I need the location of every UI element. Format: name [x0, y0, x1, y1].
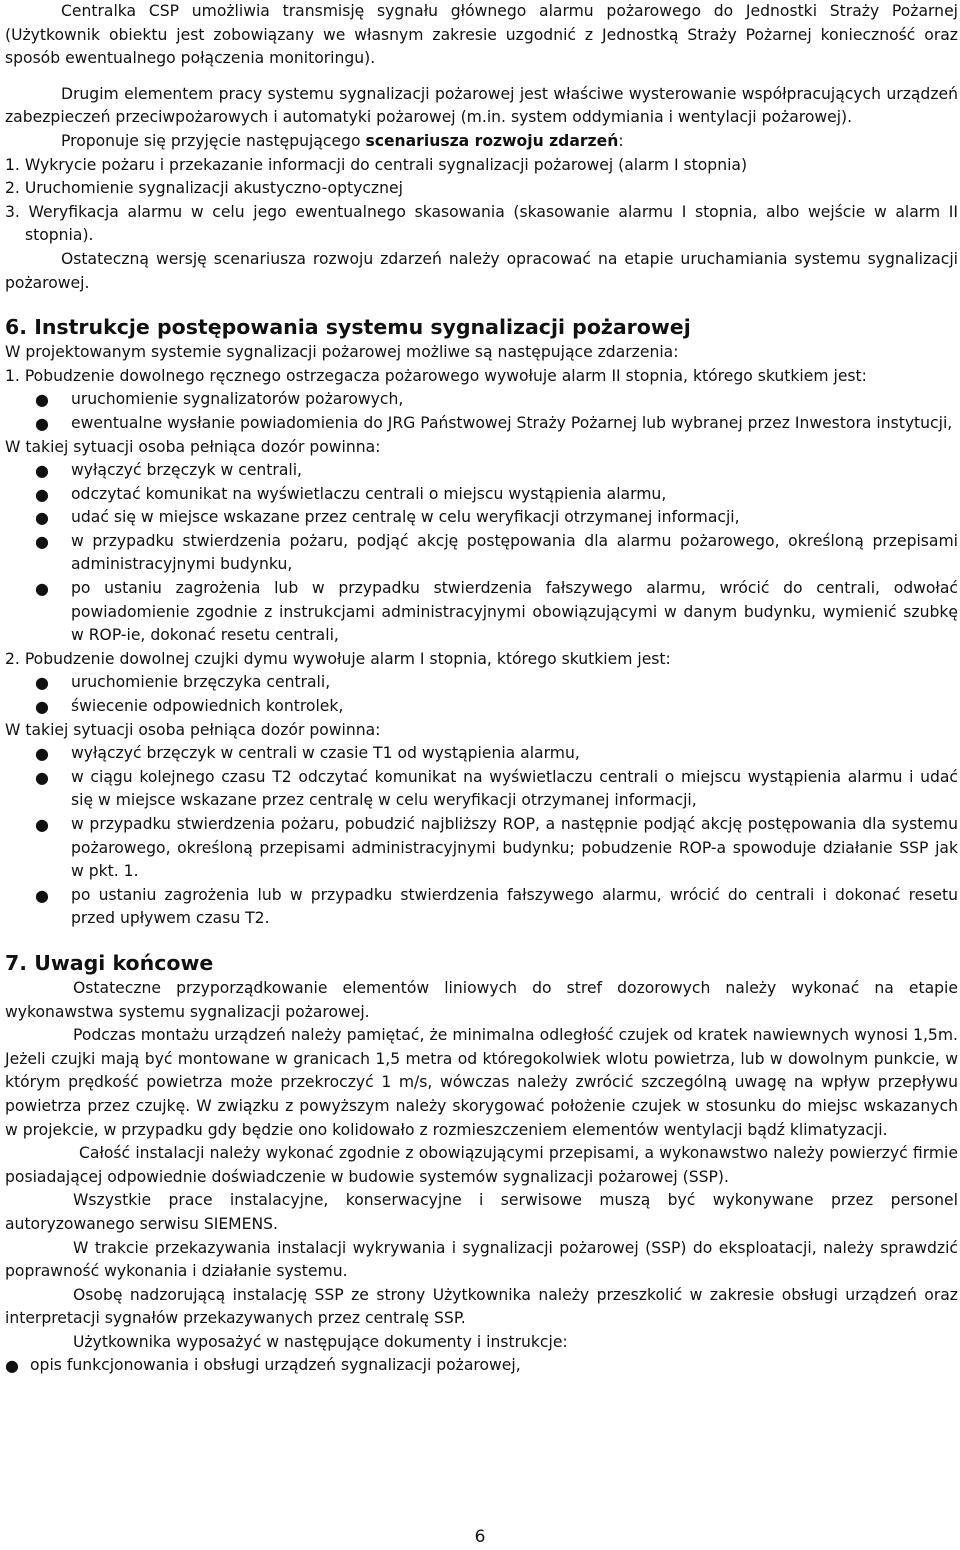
list-item-text: ewentualne wysłanie powiadomienia do JRG Państwowej Straży Pożarnej lub wybranej przez Inwestora instytucji,	[71, 413, 953, 432]
list-item	[5, 483, 958, 507]
section-7-heading: 7. Uwagi końcowe	[5, 950, 214, 975]
list-item	[5, 742, 958, 766]
list-item	[5, 577, 958, 648]
section-6-event-1: 1. Pobudzenie dowolnego ręcznego ostrzegacza pożarowego wywołuje alarm II stopnia, którego skutkiem jest:	[5, 366, 867, 385]
paragraph-regulations: Całość instalacji należy wykonać zgodnie z obowiązującymi przepisami, a wykonawstwo należy powierzyć firmie posiadającej odpowiednie doświadczenie w budowie systemów sygnalizacji pożarowej (SSP).	[5, 1144, 958, 1186]
list-item-text: wyłączyć brzęczyk w centrali w czasie T1 od wystąpienia alarmu,	[71, 744, 580, 763]
list-item-text: w przypadku stwierdzenia pożaru, pobudzić najbliższy ROP, a następnie podjąć akcję postępowania dla systemu pożarowego, określoną przepisami administracyjnymi budynku; pobudzenie ROP-a spowoduje działanie SSP jak w pkt. 1.	[71, 815, 958, 881]
bullet-icon: ●	[35, 390, 49, 410]
duty-list-1	[5, 459, 958, 648]
bullet-icon: ●	[35, 579, 49, 599]
paragraph-handover: W trakcie przekazywania instalacji wykrywania i sygnalizacji pożarowej (SSP) do eksploatacji, należy sprawdzić poprawność wykonania i działanie systemu.	[5, 1238, 958, 1281]
paragraph-documents: Użytkownika wyposażyć w następujące dokumenty i instrukcje:	[73, 1332, 568, 1351]
paragraph-zones: Ostateczne przyporządkowanie elementów liniowych do stref dozorowych należy wykonać na etapie wykonawstwa systemu sygnalizacji pożarowej.	[5, 978, 958, 1021]
scenario-step-1: 1. Wykrycie pożaru i przekazanie informacji do centrali sygnalizacji pożarowej (alarm I stopnia)	[5, 155, 748, 174]
bullet-icon: ●	[5, 1356, 19, 1376]
scenario-intro-suffix: :	[618, 131, 624, 150]
list-item	[5, 412, 958, 436]
list-item-text: wyłączyć brzęczyk w centrali,	[71, 461, 303, 480]
list-item-text: uruchomienie sygnalizatorów pożarowych,	[71, 390, 404, 409]
list-item	[5, 813, 958, 884]
documents-list	[5, 1354, 958, 1378]
paragraph-monitoring: Centralka CSP umożliwia transmisję sygnału głównego alarmu pożarowego do Jednostki Straży Pożarnej (Użytkownik obiektu jest zobowiązany we własnym zakresie uzgodnić z Jednostką Straży Pożarnej konieczność oraz sposób ewentualnego połączenia monitoringu).	[5, 2, 958, 68]
section-6-event-2: 2. Pobudzenie dowolnej czujki dymu wywołuje alarm I stopnia, którego skutkiem jest:	[5, 649, 671, 668]
scenario-step-3: 3. Weryfikacja alarmu w celu jego ewentualnego skasowania (skasowanie alarmu I stopnia, albo wejście w alarm II stopnia).	[5, 202, 958, 245]
list-item-text: po ustaniu zagrożenia lub w przypadku stwierdzenia fałszywego alarmu, wrócić do centrali i dokonać resetu przed upływem czasu T2.	[71, 885, 958, 928]
list-item-text: w ciągu kolejnego czasu T2 odczytać komunikat na wyświetlaczu centrali o miejscu wystąpienia alarmu i udać się w miejsce wskazane przez centralę w celu weryfikacji otrzymanej informacji,	[71, 767, 958, 810]
list-item	[5, 388, 958, 412]
bullet-icon: ●	[35, 673, 49, 693]
list-item-text: świecenie odpowiednich kontrolek,	[71, 697, 344, 716]
list-item-text: uruchomienie brzęczyka centrali,	[71, 673, 331, 692]
event-1-effects-list	[5, 388, 958, 435]
bullet-icon: ●	[35, 815, 49, 834]
paragraph-final-version: Ostateczną wersję scenariusza rozwoju zdarzeń należy opracować na etapie uruchamiania systemu sygnalizacji pożarowej.	[5, 249, 958, 292]
list-item	[5, 506, 958, 530]
paragraph-service: Wszystkie prace instalacyjne, konserwacyjne i serwisowe muszą być wykonywane przez personel autoryzowanego serwisu SIEMENS.	[5, 1191, 958, 1233]
list-item-text: opis funkcjonowania i obsługi urządzeń sygnalizacji pożarowej,	[30, 1356, 521, 1375]
event-2-effects-list	[5, 671, 958, 718]
paragraph-training: Osobę nadzorującą instalację SSP ze strony Użytkownika należy przeszkolić w zakresie obsługi urządzeń oraz interpretacji sygnałów przekazywanych przez centralę SSP.	[5, 1285, 958, 1328]
section-6-heading: 6. Instrukcje postępowania systemu sygnalizacji pożarowej	[5, 315, 691, 340]
bullet-icon: ●	[35, 413, 49, 433]
bullet-icon: ●	[35, 461, 49, 481]
list-item-text: odczytać komunikat na wyświetlaczu centrali o miejscu wystąpienia alarmu,	[71, 484, 667, 503]
bullet-icon: ●	[35, 484, 49, 504]
bullet-icon: ●	[35, 508, 49, 528]
section-6-intro: W projektowanym systemie sygnalizacji pożarowej możliwe są następujące zdarzenia:	[5, 343, 679, 362]
list-item	[5, 695, 958, 719]
list-item-text: po ustaniu zagrożenia lub w przypadku stwierdzenia fałszywego alarmu, wrócić do centrali, odwołać powiadomienie zgodnie z instrukcjami administracyjnymi obowiązującymi w danym budynku, wymienić szubkę w ROP-ie, dokonać resetu centrali,	[71, 579, 958, 645]
list-item	[5, 671, 958, 695]
list-item	[5, 1354, 958, 1378]
bullet-icon: ●	[35, 767, 49, 787]
bullet-icon: ●	[35, 744, 49, 764]
list-item	[5, 766, 958, 813]
page-number: 6	[474, 1527, 486, 1547]
bullet-icon: ●	[35, 697, 49, 717]
list-item	[5, 459, 958, 483]
bullet-icon: ●	[35, 885, 49, 905]
scenario-intro-text: Proponuje się przyjęcie następującego	[61, 131, 366, 150]
list-item	[5, 884, 958, 931]
duty-intro-2: W takiej sytuacji osoba pełniąca dozór powinna:	[5, 720, 381, 739]
duty-intro-1: W takiej sytuacji osoba pełniąca dozór powinna:	[5, 437, 381, 456]
list-item	[5, 530, 958, 577]
scenario-intro-bold: scenariusza rozwoju zdarzeń	[365, 131, 619, 150]
list-item-text: udać się w miejsce wskazane przez centralę w celu weryfikacji otrzymanej informacji,	[71, 508, 740, 527]
scenario-step-2: 2. Uruchomienie sygnalizacji akustyczno-optycznej	[5, 179, 403, 198]
duty-list-2	[5, 742, 958, 931]
paragraph-scenario-intro	[5, 130, 958, 154]
document-page	[5, 0, 958, 1378]
paragraph-detector-spacing: Podczas montażu urządzeń należy pamiętać, że minimalna odległość czujek od kratek nawiewnych wynosi 1,5m. Jeżeli czujki mają być montowane w granicach 1,5 metra od któregokolwiek wlotu powietrza, lub w dowolnym punkcie, w którym prędkość powietrza może przekroczyć 1 m/s, wówczas należy zwrócić szczególną uwagę na wpływ przepływu powietrza przez czujkę. W związku z powyższym należy skorygować położenie czujek w stosunku do miejsc wskazanych w projekcie, w przypadku gdy będzie ono kolidowało z rozmieszczeniem elementów wentylacji bądź klimatyzacji.	[5, 1026, 958, 1139]
bullet-icon: ●	[35, 531, 49, 551]
paragraph-control: Drugim elementem pracy systemu sygnalizacji pożarowej jest właściwe wysterowanie współpracujących urządzeń zabezpieczeń przeciwpożarowych i automatyki pożarowej (m.in. system oddymiania i wentylacji pożarowej).	[5, 84, 958, 127]
list-item-text: w przypadku stwierdzenia pożaru, podjąć akcję postępowania dla alarmu pożarowego, określoną przepisami administracyjnymi budynku,	[71, 531, 958, 574]
